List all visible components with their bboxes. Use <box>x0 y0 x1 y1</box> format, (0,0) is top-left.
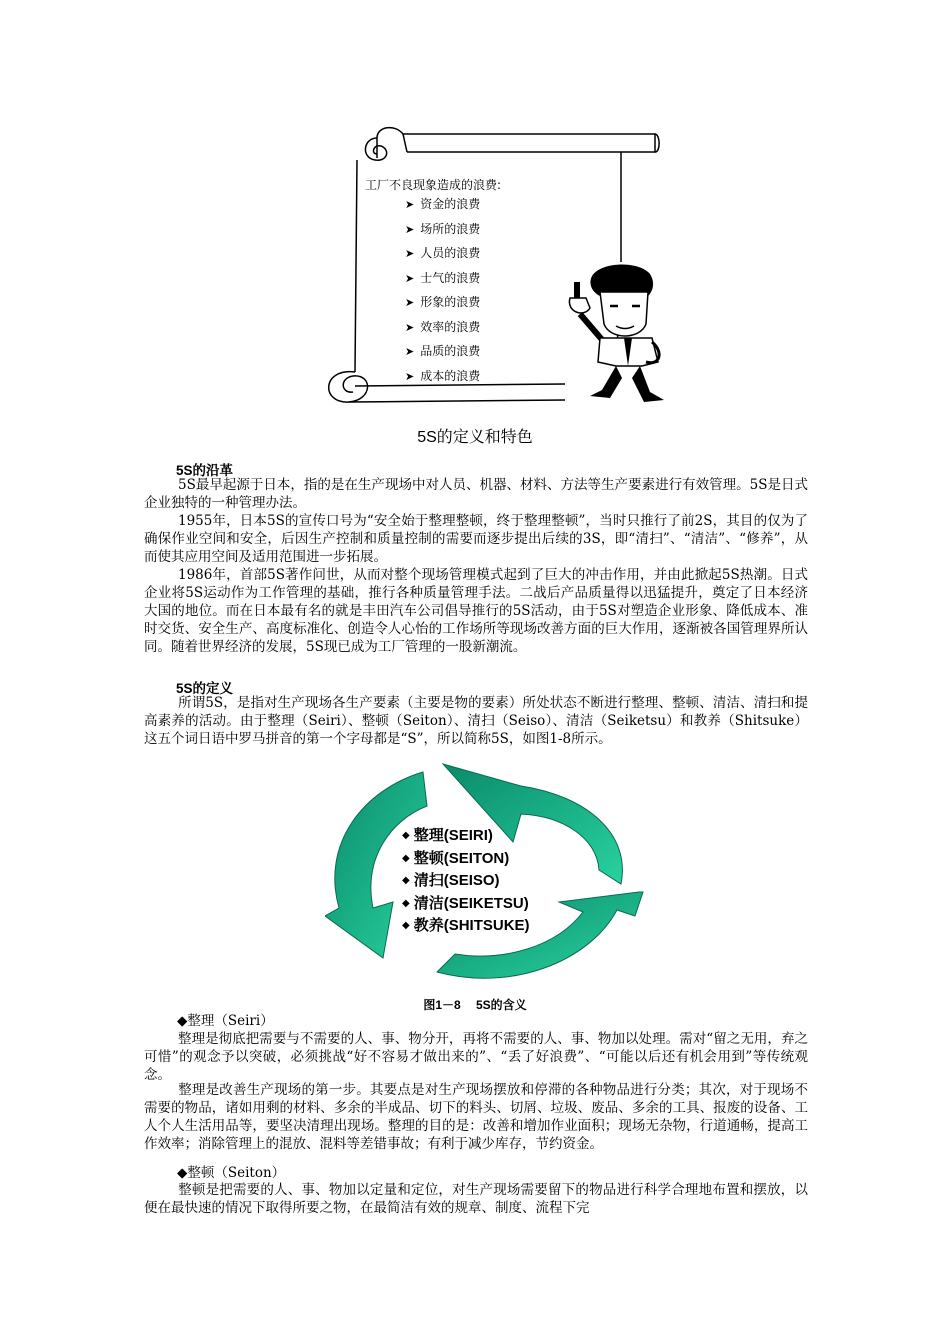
section-heading-definition: 5S的定义 <box>176 681 234 696</box>
arrow-bullet-icon: ➤ <box>405 222 415 236</box>
arrow-bullet-icon: ➤ <box>405 320 415 334</box>
paragraph: 整理是改善生产现场的第一步。其要点是对生产现场摆放和停滞的各种物品进行分类；其次，对于现场不需要的物品，诸如用剩的材料、多余的半成品、切下的料头、切屑、垃圾、废品、多余的工具、报废的设备、工人个人生活用品等，要坚决清理出现场。整理的目的是：改善和增加作业面积；现场无杂物，行道通畅，提高工作效率；消除管理上的混放、混料等差错事故；有利于减少库存，节约资金。 <box>144 1082 808 1152</box>
waste-list <box>405 196 480 392</box>
diamond-bullet-icon: ◆ <box>402 920 410 931</box>
5s-list <box>402 825 530 938</box>
waste-item: ➤ 人员的浪费 <box>405 246 481 260</box>
paragraph: 所谓5S，是指对生产现场各生产要素（主要是物的要素）所处状态不断进行整理、整顿、清洁、清扫和提高素养的活动。由于整理（Seiri）、整顿（Seiton）、清扫（Seiso）、清洁（Seiketsu）和教养（Shitsuke）这五个词日语中罗马拼音的第一个字母都是“S”，所以简称5S，如图1-8所示。 <box>144 695 808 747</box>
5s-item: ◆ 整理(SEIRI) <box>402 827 493 844</box>
subheading-seiri: ◆整理（Seiri） <box>177 1013 274 1029</box>
waste-item: ➤ 成本的浪费 <box>405 368 481 383</box>
waste-item: ➤ 品质的浪费 <box>405 344 481 358</box>
5s-item: ◆ 教养(SHITSUKE) <box>402 917 530 934</box>
arrow-bullet-icon: ➤ <box>405 345 415 358</box>
waste-item: ➤ 资金的浪费 <box>405 197 481 211</box>
diamond-bullet-icon: ◆ <box>402 830 410 841</box>
arrow-bullet-icon: ➤ <box>405 296 415 309</box>
5s-item: ◆ 清洁(SEIKETSU) <box>402 894 529 912</box>
arrow-bullet-icon: ➤ <box>405 198 415 211</box>
page-title: 5S的定义和特色 <box>417 429 533 446</box>
diamond-bullet-icon: ◆ <box>402 897 410 909</box>
diamond-bullet-icon: ◆ <box>402 852 410 864</box>
paragraph: 整顿是把需要的人、事、物加以定量和定位，对生产现场需要留下的物品进行科学合理地布置和摆放，以便在最快速的情况下取得所要之物，在最简洁有效的规章、制度、流程下完 <box>144 1182 808 1216</box>
scroll-title: 工厂不良现象造成的浪费: <box>365 178 502 192</box>
subheading-seiton: ◆整顿（Seiton） <box>177 1165 286 1181</box>
paragraph: 1986年，首部5S著作问世，从而对整个现场管理模式起到了巨大的冲击作用，并由此掀起5S热潮。日式企业将5S运动作为工作管理的基础，推行各种质量管理手法。二战后产品质量得以迅猛提升，奠定了日本经济大国的地位。而在日本最有名的就是丰田汽车公司倡导推行的5S活动，由于5S对塑造企业形象、降低成本、准时交货、安全生产、高度标准化、创造令人心怡的工作场所等现场改善方面的巨大作用，逐渐被各国管理界所认同。随着世界经济的发展，5S现已成为工厂管理的一股新潮流。 <box>144 567 808 655</box>
5s-item: ◆ 清扫(SEISO) <box>402 872 500 889</box>
waste-item: ➤ 形象的浪费 <box>405 295 481 309</box>
figure-caption: 图1－8 5S的含义 <box>423 998 527 1012</box>
arrow-bullet-icon: ➤ <box>405 369 415 383</box>
section-heading-history: 5S的沿革 <box>176 463 234 478</box>
waste-item: ➤ 士气的浪费 <box>405 270 481 285</box>
waste-item: ➤ 场所的浪费 <box>405 221 481 236</box>
paragraph: 5S最早起源于日本，指的是在生产现场中对人员、机器、材料、方法等生产要素进行有效管理。5S是日式企业独特的一种管理办法。 <box>144 477 808 511</box>
5s-item: ◆ 整顿(SEITON) <box>402 849 510 867</box>
diamond-bullet-icon: ◆ <box>402 875 410 886</box>
arrow-bullet-icon: ➤ <box>405 247 415 260</box>
cartoon-man-illustration <box>560 262 670 407</box>
waste-item: ➤ 效率的浪费 <box>405 319 481 334</box>
arrow-bullet-icon: ➤ <box>405 271 415 285</box>
paragraph: 整理是彻底把需要与不需要的人、事、物分开，再将不需要的人、事、物加以处理。需对“留之无用，弃之可惜”的观念予以突破，必须挑战“好不容易才做出来的”、“丢了好浪费”、“可能以后还有机会用到”等传统观念。 <box>144 1031 808 1083</box>
paragraph: 1955年，日本5S的宣传口号为“安全始于整理整顿，终于整理整顿”，当时只推行了前2S，其目的仅为了确保作业空间和安全，后因生产控制和质量控制的需要而逐步提出后续的3S，即“清扫”、“清洁”、“修养”，从而使其应用空间及适用范围进一步拓展。 <box>144 513 808 565</box>
